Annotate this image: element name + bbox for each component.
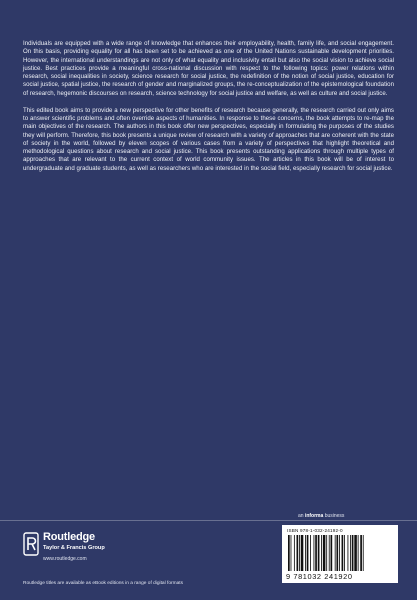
- barcode-digits: 9 781032 241920: [286, 572, 353, 581]
- blurb: [23, 40, 394, 182]
- publisher-group: Taylor & Francis Group: [43, 545, 105, 551]
- barcode-bar: [299, 535, 300, 571]
- barcode-bar: [323, 535, 326, 571]
- barcode-bar: [307, 535, 309, 571]
- publisher-name: Routledge: [43, 531, 95, 543]
- barcode-bar: [314, 535, 315, 571]
- barcode-bar: [291, 535, 292, 571]
- informa-prefix: an: [298, 513, 304, 519]
- barcode-bar: [318, 535, 320, 571]
- barcode-bar: [310, 535, 311, 571]
- barcode-bar: [294, 535, 295, 571]
- informa-suffix: business: [324, 513, 345, 519]
- barcode-bar: [335, 535, 336, 571]
- barcode-bar: [354, 535, 357, 571]
- barcode-bar: [350, 535, 351, 571]
- isbn-label: ISBN 978-1-032-24192-0: [287, 528, 343, 533]
- barcode-bar: [363, 535, 364, 571]
- barcode-bar: [297, 535, 299, 571]
- barcode-bar: [315, 535, 317, 571]
- barcode-bar: [360, 535, 362, 571]
- barcode-bar: [326, 535, 327, 571]
- barcode-bar: [344, 535, 345, 571]
- barcode-bar: [288, 535, 290, 571]
- footer-divider: [0, 520, 417, 521]
- barcode-bar: [348, 535, 349, 571]
- publisher-logo: [23, 531, 173, 575]
- barcode-bar: [331, 535, 333, 571]
- barcode-bar: [301, 535, 304, 571]
- routledge-r-icon: [23, 532, 39, 556]
- ebook-footnote: Routledge titles are available as eBook editions in a range of digital formats: [23, 581, 183, 586]
- informa-brand: informa: [304, 513, 324, 519]
- barcode-bar: [358, 535, 359, 571]
- informa-business-label: [298, 513, 344, 519]
- barcode-bar: [321, 535, 322, 571]
- blurb-paragraph-2: This edited book aims to provide a new perspective for other benefits of research because generally, the research carried out only aims to answer scientific problems and often override aspects of humanities. In response to these concerns, the book attempts to re-map the main objectives of the research. The authors in this book offer new perspectives, especially in formulating the purposes of the studies they will perform. Therefore, this book presents a unique review of research with a variety of approaches that are coherent with the state of society in the world, followed by eleven scopes of various cases from a variety of perspectives that highlight theoretical and methodological questions about research and social justice. This book presents outstanding applications through multiple types of approaches that are relevant to the current context of world community issues. The articles in this book will be of interest to undergraduate and graduate students, as well as researchers who are interested in the social field, especially research for social justice.: [23, 106, 394, 172]
- barcode-box: [282, 525, 398, 583]
- barcode-bar: [336, 535, 338, 571]
- barcode-bar: [329, 535, 330, 571]
- blurb-paragraph-1: Individuals are equipped with a wide range of knowledge that enhances their employability, health, family life, and social engagement. On this basis, providing equality for all has been set to be achieved as one of the United Nations sustainable development priorities. However, the international understandings are not only of what equality and inclusivity entail but also the social vision to achieve social justice. Best practices provide a meaningful cross-national discussion with respect to the following topics: power relations within research, social inequalities in society, science research for social justice, the redefinition of the notion of social justice, education for social justice, spatial justice, the research of gender and marginalized groups, the re-conceptualization of the epistemological foundation of research, hegemonic discourses on research, science technology for social justice and welfare, as well as culture and social justice.: [23, 40, 394, 97]
- barcode-bar: [352, 535, 354, 571]
- publisher-url: www.routledge.com: [43, 556, 87, 562]
- barcode-bar: [305, 535, 306, 571]
- barcode-icon: [288, 535, 392, 571]
- barcode-bar: [342, 535, 344, 571]
- barcode-bar: [339, 535, 340, 571]
